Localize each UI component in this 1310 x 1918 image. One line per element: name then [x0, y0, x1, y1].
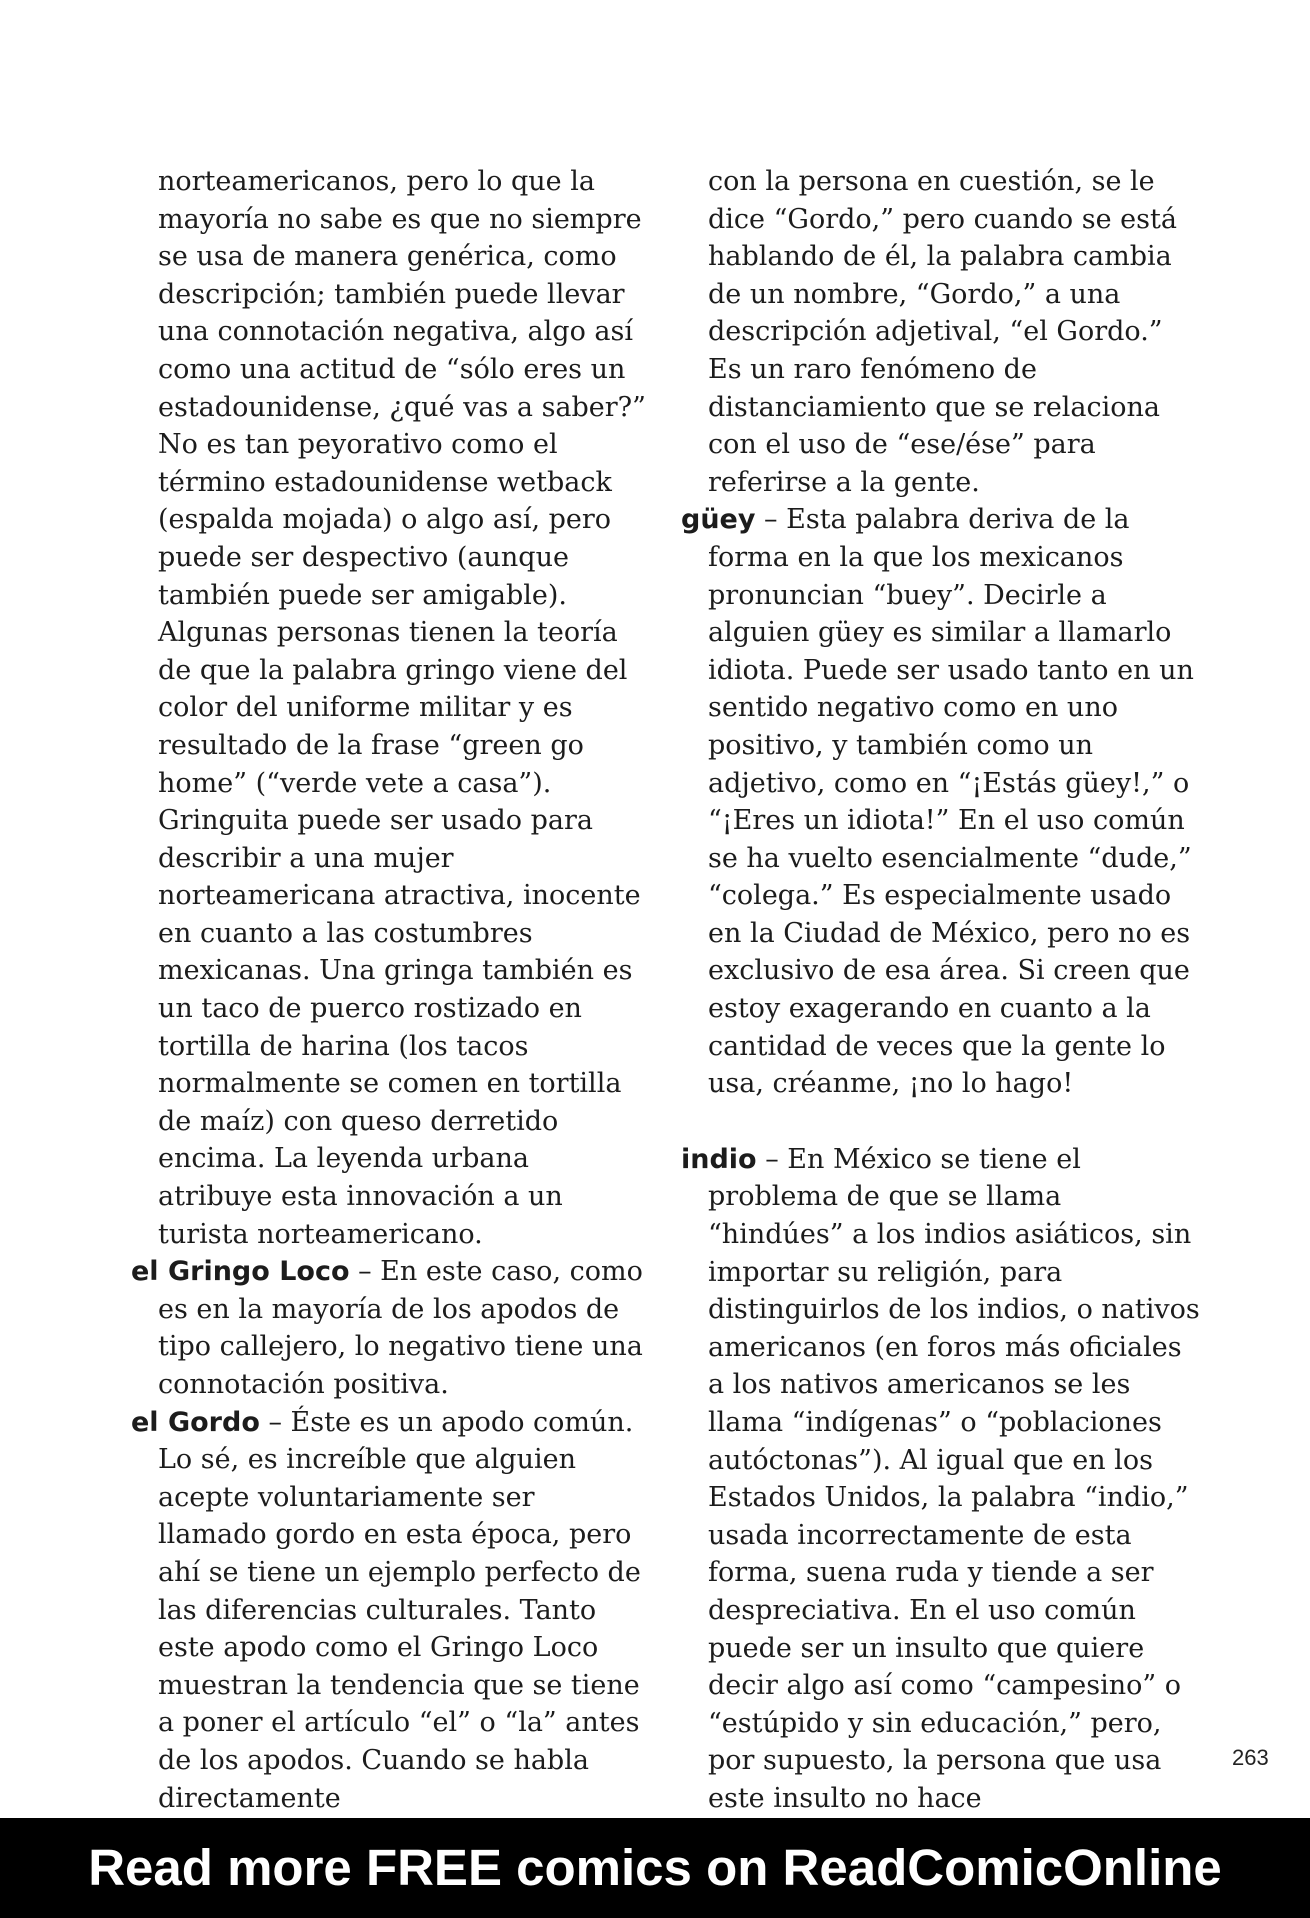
entry-definition: – Esta palabra deriva de la forma en la que los mexicanos pronuncian “buey”. Decirle a alguien güey es similar a llamarlo idiota. Puede ser usado tanto en un sentido negativo como en uno positivo, y también como un adjetivo, como en “¡Estás güey!,” o “¡Eres un idiota!” En el uso común se ha vuelto esencialmente “dude,” “colega.” Es especialmente usado en la Ciudad de México, pero no es exclusivo de esa área. Si creen que estoy exagerando en cuanto a la cantidad de veces que la gente lo usa, créanme, ¡no lo hago! — [708, 504, 1194, 1100]
entry-el-gordo — [131, 1404, 651, 1818]
promo-banner[interactable]: Read more FREE comics on ReadComicOnline — [0, 1818, 1310, 1918]
entry-indio — [681, 1141, 1201, 1818]
paragraph-gap — [681, 1103, 1201, 1141]
entry-term: indio — [681, 1143, 757, 1175]
right-column — [681, 163, 1201, 1818]
page-number: 263 — [1232, 1745, 1269, 1770]
left-column — [131, 163, 651, 1817]
entry-term: güey — [681, 504, 756, 536]
right-continuation-paragraph: con la persona en cuestión, se le dice “Gordo,” pero cuando se está hablando de él, la palabra cambia de un nombre, “Gordo,” a una descripción adjetival, “el Gordo.” Es un raro fenómeno de distanciamiento que se relaciona con el uso de “ese/ése” para referirse a la gente. — [708, 166, 1177, 498]
entry-guey — [681, 501, 1201, 1103]
entry-term: el Gringo Loco — [131, 1256, 350, 1288]
entry-definition: – En este caso, como es en la mayoría de los apodos de tipo callejero, lo negativo tiene una connotación positiva. — [158, 1256, 643, 1400]
entry-definition: – Éste es un apodo común. Lo sé, es increíble que alguien acepte voluntariamente ser llamado gordo en esta época, pero ahí se tiene un ejemplo perfecto de las diferencias culturales. Tanto este apodo como el Gringo Loco muestran la tendencia que se tiene a poner el artículo “el” o “la” antes de los apodos. Cuando se habla directamente — [158, 1406, 641, 1814]
left-intro-paragraph: norteamericanos, pero lo que la mayoría no sabe es que no siempre se usa de manera genérica, como descripción; también puede llevar una connotación negativa, algo así como una actitud de “sólo eres un estadounidense, ¿qué vas a saber?” No es tan peyorativo como el término estadounidense wetback (espalda mojada) o algo así, pero puede ser despectivo (aunque también puede ser amigable). Algunas personas tienen la teoría de que la palabra gringo viene del color del uniforme militar y es resultado de la frase “green go home” (“verde vete a casa”). Gringuita puede ser usado para describir a una mujer norteamericana atractiva, inocente en cuanto a las costumbres mexicanas. Una gringa también es un taco de puerco rostizado en tortilla de harina (los tacos normalmente se comen en tortilla de maíz) con queso derretido encima. La leyenda urbana atribuye esta innovación a un turista norteamericano. — [158, 166, 646, 1250]
entry-definition: – En México se tiene el problema de que se llama “hindúes” a los indios asiáticos, sin importar su religión, para distinguirlos de los indios, o nativos americanos (en foros más oficiales a los nativos americanos se les llama “indígenas” o “poblaciones autóctonas”). Al igual que en los Estados Unidos, la palabra “indio,” usada incorrectamente de esta forma, suena ruda y tiende a ser despreciativa. En el uso común puede ser un insulto que quiere decir algo así como “campesino” o “estúpido y sin educación,” pero, por supuesto, la persona que usa este insulto no hace — [708, 1143, 1200, 1814]
entry-el-gringo-loco — [131, 1253, 651, 1403]
entry-term: el Gordo — [131, 1406, 260, 1438]
